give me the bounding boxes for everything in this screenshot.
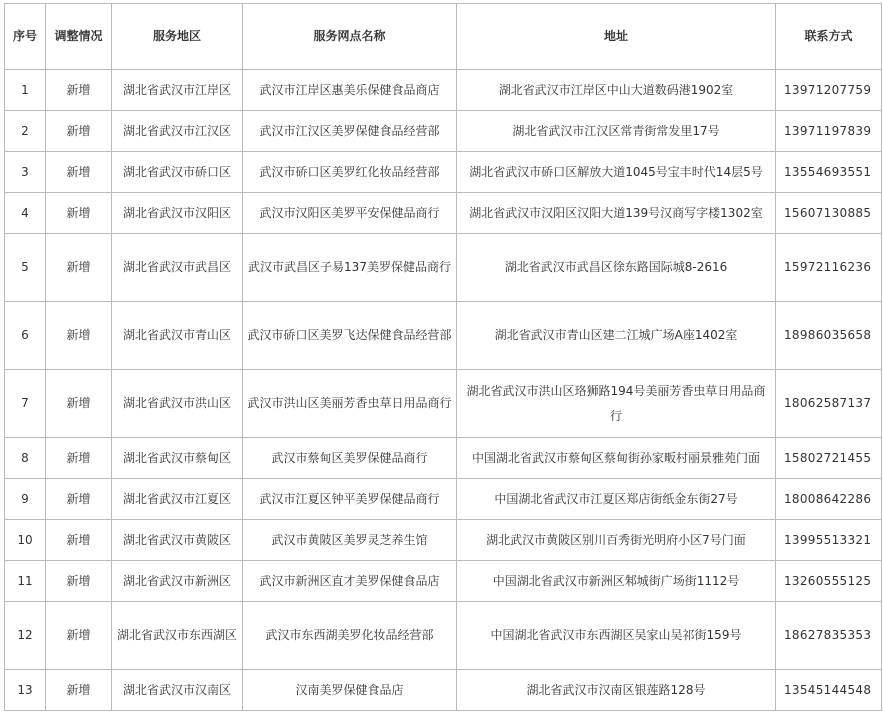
cell-change: 新增 xyxy=(46,479,112,520)
cell-contact: 18986035658 xyxy=(776,302,882,370)
cell-address: 中国湖北省武汉市东西湖区吴家山吴祁街159号 xyxy=(457,602,776,670)
header-change: 调整情况 xyxy=(46,4,112,70)
header-index: 序号 xyxy=(5,4,46,70)
service-outlet-table xyxy=(4,3,882,711)
header-contact: 联系方式 xyxy=(776,4,882,70)
cell-address: 湖北省武汉市硚口区解放大道1045号宝丰时代14层5号 xyxy=(457,152,776,193)
cell-contact: 13260555125 xyxy=(776,561,882,602)
cell-region: 湖北省武汉市青山区 xyxy=(112,302,243,370)
cell-change: 新增 xyxy=(46,111,112,152)
cell-region: 湖北省武汉市汉阳区 xyxy=(112,193,243,234)
cell-name: 武汉市硚口区美罗红化妆品经营部 xyxy=(243,152,457,193)
cell-address: 湖北省武汉市青山区建二江城广场A座1402室 xyxy=(457,302,776,370)
table-row xyxy=(5,234,882,302)
cell-change: 新增 xyxy=(46,152,112,193)
cell-contact: 13545144548 xyxy=(776,670,882,711)
cell-region: 湖北省武汉市蔡甸区 xyxy=(112,438,243,479)
cell-index: 8 xyxy=(5,438,46,479)
cell-index: 10 xyxy=(5,520,46,561)
header-address: 地址 xyxy=(457,4,776,70)
cell-change: 新增 xyxy=(46,193,112,234)
cell-region: 湖北省武汉市江岸区 xyxy=(112,70,243,111)
cell-index: 2 xyxy=(5,111,46,152)
cell-name: 武汉市江夏区钟平美罗保健品商行 xyxy=(243,479,457,520)
cell-change: 新增 xyxy=(46,561,112,602)
cell-address: 中国湖北省武汉市新洲区邾城街广场街1112号 xyxy=(457,561,776,602)
cell-index: 4 xyxy=(5,193,46,234)
cell-region: 湖北省武汉市江汉区 xyxy=(112,111,243,152)
table-row xyxy=(5,111,882,152)
table-body xyxy=(5,70,882,711)
table-row xyxy=(5,520,882,561)
cell-name: 武汉市江岸区惠美乐保健食品商店 xyxy=(243,70,457,111)
table-row xyxy=(5,438,882,479)
table-row xyxy=(5,670,882,711)
cell-name: 武汉市东西湖美罗化妆品经营部 xyxy=(243,602,457,670)
cell-name: 武汉市汉阳区美罗平安保健品商行 xyxy=(243,193,457,234)
cell-address: 中国湖北省武汉市蔡甸区蔡甸街孙家畈村丽景雅苑门面 xyxy=(457,438,776,479)
cell-contact: 13971197839 xyxy=(776,111,882,152)
cell-contact: 13971207759 xyxy=(776,70,882,111)
cell-address: 湖北省武汉市武昌区徐东路国际城8-2616 xyxy=(457,234,776,302)
cell-name: 武汉市蔡甸区美罗保健品商行 xyxy=(243,438,457,479)
cell-name: 汉南美罗保健食品店 xyxy=(243,670,457,711)
cell-name: 武汉市新洲区直才美罗保健食品店 xyxy=(243,561,457,602)
cell-change: 新增 xyxy=(46,602,112,670)
cell-contact: 13554693551 xyxy=(776,152,882,193)
cell-address: 湖北省武汉市江汉区常青街常发里17号 xyxy=(457,111,776,152)
cell-change: 新增 xyxy=(46,302,112,370)
cell-change: 新增 xyxy=(46,70,112,111)
cell-change: 新增 xyxy=(46,670,112,711)
cell-index: 11 xyxy=(5,561,46,602)
cell-address: 湖北省武汉市江岸区中山大道数码港1902室 xyxy=(457,70,776,111)
cell-region: 湖北省武汉市武昌区 xyxy=(112,234,243,302)
cell-index: 5 xyxy=(5,234,46,302)
cell-address: 湖北省武汉市汉南区银莲路128号 xyxy=(457,670,776,711)
table-row xyxy=(5,152,882,193)
table-row xyxy=(5,302,882,370)
cell-address: 湖北省武汉市汉阳区汉阳大道139号汉商写字楼1302室 xyxy=(457,193,776,234)
cell-index: 3 xyxy=(5,152,46,193)
cell-index: 13 xyxy=(5,670,46,711)
cell-region: 湖北省武汉市硚口区 xyxy=(112,152,243,193)
cell-index: 9 xyxy=(5,479,46,520)
cell-change: 新增 xyxy=(46,520,112,561)
cell-contact: 18627835353 xyxy=(776,602,882,670)
cell-address: 湖北武汉市黄陂区别川百秀街光明府小区7号门面 xyxy=(457,520,776,561)
cell-region: 湖北省武汉市洪山区 xyxy=(112,370,243,438)
table-header xyxy=(5,4,882,70)
cell-index: 7 xyxy=(5,370,46,438)
cell-contact: 15802721455 xyxy=(776,438,882,479)
cell-region: 湖北省武汉市汉南区 xyxy=(112,670,243,711)
cell-contact: 15607130885 xyxy=(776,193,882,234)
cell-change: 新增 xyxy=(46,370,112,438)
cell-region: 湖北省武汉市黄陂区 xyxy=(112,520,243,561)
table-row xyxy=(5,370,882,438)
header-region: 服务地区 xyxy=(112,4,243,70)
table-row xyxy=(5,70,882,111)
cell-name: 武汉市硚口区美罗飞达保健食品经营部 xyxy=(243,302,457,370)
cell-contact: 13995513321 xyxy=(776,520,882,561)
cell-region: 湖北省武汉市东西湖区 xyxy=(112,602,243,670)
cell-region: 湖北省武汉市江夏区 xyxy=(112,479,243,520)
cell-contact: 18062587137 xyxy=(776,370,882,438)
cell-name: 武汉市武昌区子易137美罗保健品商行 xyxy=(243,234,457,302)
table-row xyxy=(5,561,882,602)
cell-index: 1 xyxy=(5,70,46,111)
cell-index: 6 xyxy=(5,302,46,370)
cell-region: 湖北省武汉市新洲区 xyxy=(112,561,243,602)
cell-change: 新增 xyxy=(46,234,112,302)
cell-change: 新增 xyxy=(46,438,112,479)
cell-contact: 18008642286 xyxy=(776,479,882,520)
cell-name: 武汉市洪山区美丽芳香虫草日用品商行 xyxy=(243,370,457,438)
table-row xyxy=(5,479,882,520)
cell-contact: 15972116236 xyxy=(776,234,882,302)
table-row xyxy=(5,602,882,670)
cell-name: 武汉市江汉区美罗保健食品经营部 xyxy=(243,111,457,152)
cell-name: 武汉市黄陂区美罗灵芝养生馆 xyxy=(243,520,457,561)
cell-index: 12 xyxy=(5,602,46,670)
header-row xyxy=(5,4,882,70)
table-row xyxy=(5,193,882,234)
cell-address: 湖北省武汉市洪山区珞狮路194号美丽芳香虫草日用品商行 xyxy=(457,370,776,438)
cell-address: 中国湖北省武汉市江夏区郑店街纸金东街27号 xyxy=(457,479,776,520)
header-name: 服务网点名称 xyxy=(243,4,457,70)
